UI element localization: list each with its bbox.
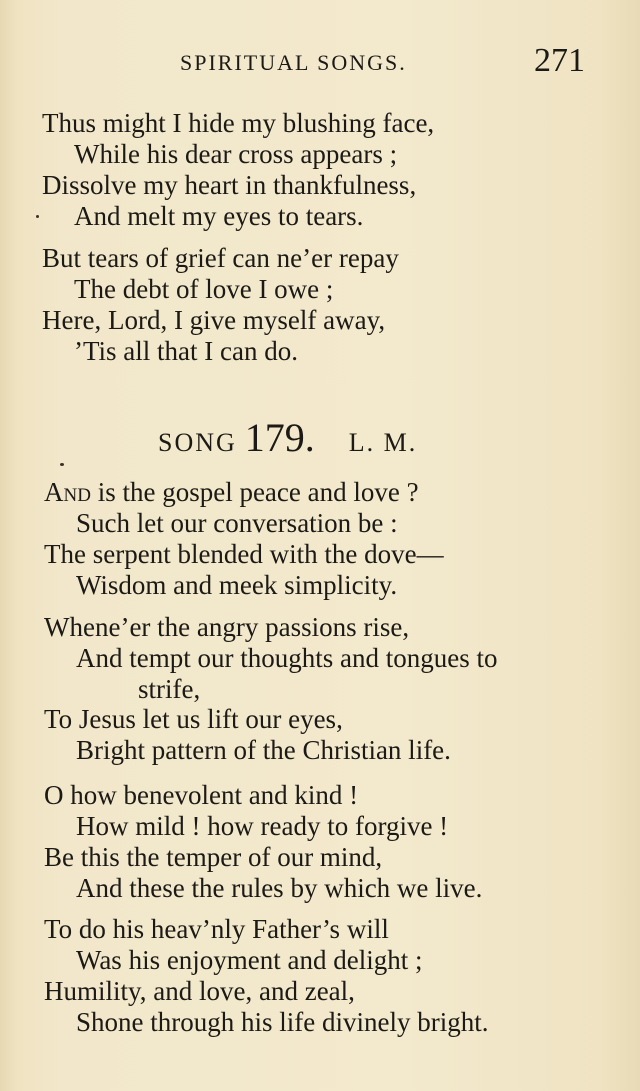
verse-line: Wisdom and meek simplicity. [76,570,398,600]
verse-line: Was his enjoyment and delight ; [76,945,423,975]
verse-line: ’Tis all that I can do. [74,336,298,366]
song-label: SONG [158,428,237,457]
ink-speck [60,463,64,466]
song-heading [158,414,417,461]
ink-speck [36,215,39,218]
verse-line: Humility, and love, and zeal, [44,976,355,1006]
verse-line: The serpent blended with the dove— [44,539,444,569]
page-number: 271 [534,42,585,79]
verse-line: Here, Lord, I give myself away, [42,305,386,335]
first-word: And [44,477,91,507]
song-meter: L. M. [348,428,418,457]
verse-line: How mild ! how ready to forgive ! [76,811,449,841]
verse-line: And tempt our thoughts and tongues to [76,643,498,673]
verse-line: The debt of love I owe ; [74,274,334,304]
verse-line [44,479,419,506]
verse-line: And these the rules by which we live. [76,873,483,903]
verse-line: Shone through his life divinely bright. [76,1007,489,1037]
verse-line: Be this the temper of our mind, [44,842,383,872]
verse-line: While his dear cross appears ; [74,139,398,169]
verse-line: But tears of grief can ne’er repay [42,243,399,273]
verse-line: strife, [138,674,201,704]
running-head: SPIRITUAL SONGS. [180,50,407,75]
verse-line: Thus might I hide my blushing face, [42,108,435,138]
verse-line-rest: is the gospel peace and love ? [90,477,419,507]
verse-line: Bright pattern of the Christian life. [76,735,451,765]
song-number: 179. [244,415,315,460]
verse-line: Dissolve my heart in thankfulness, [42,170,417,200]
verse-line: Whene’er the angry passions rise, [44,612,410,642]
verse-line: And melt my eyes to tears. [74,201,364,231]
verse-line: To Jesus let us lift our eyes, [44,704,343,734]
verse-line: O how benevolent and kind ! [44,780,359,810]
verse-line: To do his heav’nly Father’s will [44,914,389,944]
verse-line: Such let our conversation be : [76,508,398,538]
